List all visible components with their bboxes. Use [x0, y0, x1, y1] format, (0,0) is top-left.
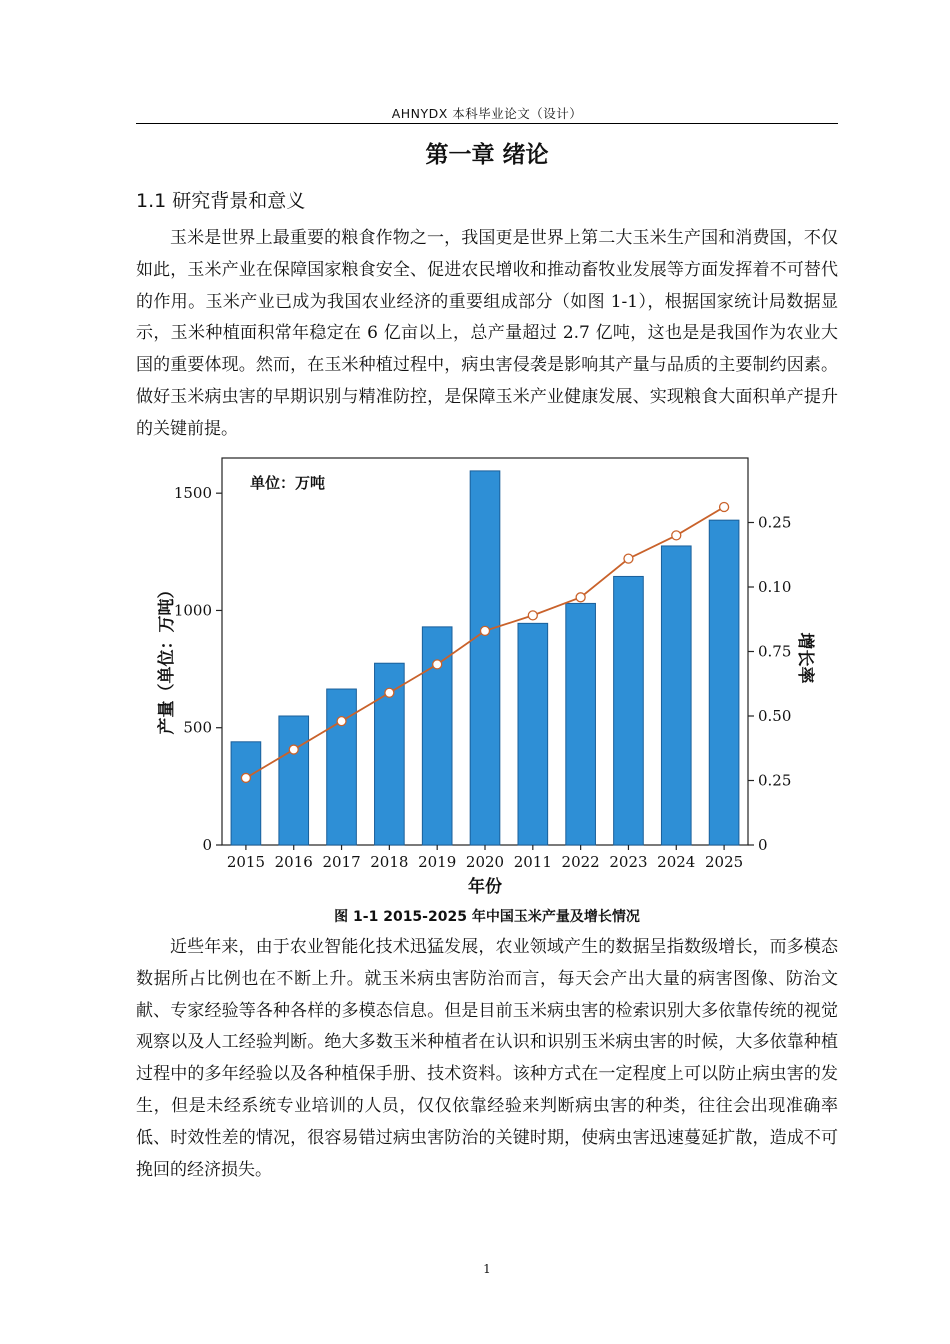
- y2-tick-label: 0: [758, 836, 768, 854]
- x-axis-label: 年份: [468, 877, 502, 897]
- growth-point-2015: [241, 773, 250, 782]
- figure-caption: 图 1-1 2015-2025 年中国玉米产量及增长情况: [334, 909, 640, 925]
- growth-point-2025: [720, 503, 729, 512]
- x-tick-label: 2015: [226, 853, 266, 871]
- growth-point-2022: [576, 593, 585, 602]
- running-header: AHNYDX 本科毕业论文（设计）: [391, 106, 583, 121]
- x-tick-label: 2011: [513, 853, 552, 871]
- y-tick-label: 500: [183, 718, 212, 737]
- y-tick-label: 1500: [173, 484, 212, 503]
- bar-2016: [279, 716, 309, 845]
- bar-2022: [566, 603, 596, 845]
- body-paragraph-2: 近些年来，由于农业智能化技术迅猛发展，农业领域产生的数据呈指数级增长，而多模态数据所占比例也在不断上升。就玉米病虫害防治而言，每天会产出大量的病害图像、防治文献、专家经验等各种各样的多模态信息。但是目前玉米病虫害的检索识别大多依靠传统的视觉观察以及人工经验判断。绝大多数玉米种植者在认识和识别玉米病虫害的时候，大多依靠种植过程中的多年经验以及各种植保手册、技术资料。该种方式在一定程度上可以防止病虫害的发生，但是未经系统专业培训的人员，仅仅依靠经验来判断病虫害的种类，往往会出现准确率低、时效性差的情况，很容易错过病虫害防治的关键时期，使病虫害迅速蔓延扩散，造成不可挽回的经济损失。: [136, 937, 838, 1180]
- growth-point-2020: [481, 626, 490, 635]
- production-growth-chart: [140, 450, 820, 900]
- y-axis-label: 产量（单位：万吨）: [157, 581, 177, 735]
- x-tick-label: 2020: [465, 853, 505, 871]
- y2-axis-label: 增长率: [795, 632, 815, 684]
- y2-tick-label: 0.25: [758, 513, 792, 532]
- growth-point-2019: [433, 660, 442, 669]
- growth-point-2024: [672, 531, 681, 540]
- section-title: 1.1 研究背景和意义: [136, 190, 306, 212]
- y2-tick-label: 0.75: [758, 642, 792, 661]
- x-tick-label: 2019: [418, 853, 457, 871]
- x-tick-label: 2016: [274, 853, 313, 871]
- growth-point-2011: [528, 611, 537, 620]
- header-rule: [136, 123, 838, 124]
- bar-2024: [661, 546, 691, 845]
- bar-2015: [231, 742, 261, 845]
- page-number: 1: [483, 1262, 491, 1276]
- growth-point-2017: [337, 717, 346, 726]
- bar-2017: [327, 689, 357, 845]
- y-tick-label: 1000: [173, 601, 212, 620]
- bar-2023: [614, 576, 644, 845]
- bar-2025: [709, 520, 739, 845]
- body-paragraph-1: 玉米是世界上最重要的粮食作物之一，我国更是世界上第二大玉米生产国和消费国，不仅如此，玉米产业在保障国家粮食安全、促进农民增收和推动畜牧业发展等方面发挥着不可替代的作用。玉米产业已成为我国农业经济的重要组成部分（如图 1-1），根据国家统计局数据显示，玉米种植面积常年稳定在 6 亿亩以上，总产量超过 2.7 亿吨，这也是是我国作为农业大国的重要体现。然而，在玉米种植过程中，病虫害侵袭是影响其产量与品质的主要制约因素。做好玉米病虫害的早期识别与精准防控，是保障玉米产业健康发展、实现粮食大面积单产提升的关键前提。: [136, 228, 838, 439]
- x-tick-label: 2024: [657, 853, 696, 871]
- chapter-title: 第一章 绪论: [425, 142, 549, 168]
- growth-point-2018: [385, 688, 394, 697]
- bar-2020: [470, 471, 500, 845]
- figure-1-1: [140, 450, 820, 900]
- chart-annotation: 单位：万吨: [250, 474, 326, 492]
- x-tick-label: 2017: [322, 853, 361, 871]
- x-tick-label: 2022: [561, 853, 600, 871]
- y-tick-label: 0: [202, 836, 212, 854]
- growth-point-2023: [624, 554, 633, 563]
- y2-tick-label: 0.25: [758, 771, 792, 790]
- y2-tick-label: 0.10: [758, 578, 792, 596]
- x-tick-label: 2018: [370, 853, 409, 871]
- y2-tick-label: 0.50: [758, 707, 792, 725]
- x-tick-label: 2025: [704, 853, 744, 871]
- bar-2011: [518, 623, 548, 845]
- x-tick-label: 2023: [609, 853, 648, 871]
- growth-point-2016: [289, 745, 298, 754]
